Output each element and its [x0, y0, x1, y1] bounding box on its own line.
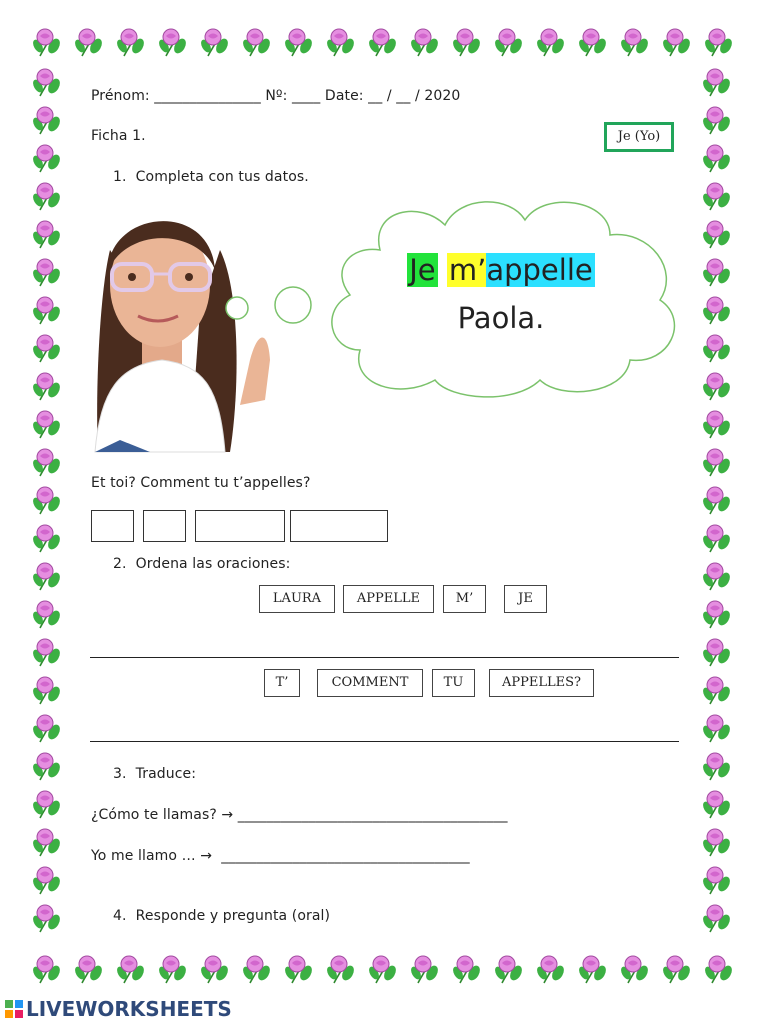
flower-icon — [701, 335, 732, 362]
flower-icon — [199, 956, 230, 983]
flower-icon — [701, 601, 732, 628]
word-tile[interactable]: JE — [504, 585, 547, 613]
flower-icon — [701, 905, 732, 932]
header-line: Prénom: _______________ Nº: ____ Date: __ / __ / 2020 — [91, 88, 461, 104]
question-3: 3. Traduce: — [113, 766, 197, 782]
word-tile[interactable]: M’ — [443, 585, 486, 613]
question-1: 1. Completa con tus datos. — [113, 169, 309, 185]
flower-icon — [409, 29, 440, 56]
word-tile[interactable]: COMMENT — [317, 669, 423, 697]
word-tile[interactable]: APPELLE — [343, 585, 434, 613]
flower-icon — [31, 525, 62, 552]
flower-icon — [703, 29, 734, 56]
flower-icon — [31, 221, 62, 248]
flower-icon — [31, 487, 62, 514]
flower-icon — [31, 791, 62, 818]
flower-icon — [31, 411, 62, 438]
bubble-text — [396, 246, 606, 342]
answer-line-1[interactable] — [90, 657, 679, 658]
flower-icon — [701, 563, 732, 590]
flower-icon — [31, 677, 62, 704]
answer-box-2[interactable] — [143, 510, 186, 542]
flower-icon — [157, 29, 188, 56]
flower-icon — [31, 829, 62, 856]
bubble-name: Paola. — [457, 301, 545, 335]
flower-icon — [115, 29, 146, 56]
flower-icon — [73, 956, 104, 983]
flower-icon — [701, 297, 732, 324]
bubble-word-je: Je — [409, 253, 436, 287]
flower-icon — [701, 107, 732, 134]
question-prompt: Et toi? Comment tu t’appelles? — [91, 475, 311, 491]
flower-icon — [31, 905, 62, 932]
flower-icon — [661, 956, 692, 983]
flower-icon — [619, 956, 650, 983]
flower-icon — [241, 956, 272, 983]
flower-icon — [701, 183, 732, 210]
flower-icon — [31, 867, 62, 894]
flower-icon — [701, 715, 732, 742]
flower-icon — [325, 29, 356, 56]
flower-icon — [367, 956, 398, 983]
answer-line-2[interactable] — [90, 741, 679, 742]
flower-icon — [283, 29, 314, 56]
flower-icon — [73, 29, 104, 56]
flower-icon — [577, 956, 608, 983]
word-tile[interactable]: LAURA — [259, 585, 335, 613]
flower-icon — [701, 753, 732, 780]
flower-icon — [493, 29, 524, 56]
flower-icon — [451, 956, 482, 983]
flower-icon — [703, 956, 734, 983]
flower-icon — [701, 829, 732, 856]
answer-box-4[interactable] — [290, 510, 388, 542]
word-tile[interactable]: T’ — [264, 669, 300, 697]
flower-icon — [241, 29, 272, 56]
flower-icon — [409, 956, 440, 983]
translate-line-1[interactable]: ¿Cómo te llamas? → ______________________________________ — [91, 807, 508, 823]
flower-icon — [701, 69, 732, 96]
flower-icon — [157, 956, 188, 983]
flower-icon — [31, 956, 62, 983]
je-badge: Je (Yo) — [604, 122, 674, 152]
flower-icon — [701, 525, 732, 552]
flower-icon — [31, 373, 62, 400]
flower-icon — [701, 677, 732, 704]
flower-icon — [325, 956, 356, 983]
flower-icon — [199, 29, 230, 56]
flower-icon — [701, 867, 732, 894]
word-tile[interactable]: TU — [432, 669, 475, 697]
flower-icon — [31, 29, 62, 56]
flower-icon — [701, 411, 732, 438]
flower-icon — [31, 563, 62, 590]
liveworksheets-logo — [4, 996, 232, 1022]
bubble-word-appelle: appelle — [486, 253, 593, 287]
flower-icon — [701, 487, 732, 514]
flower-icon — [701, 791, 732, 818]
sheet-title: Ficha 1. — [91, 128, 146, 144]
flower-icon — [31, 69, 62, 96]
translate-line-2[interactable]: Yo me llamo … → ___________________________________ — [91, 848, 470, 864]
flower-icon — [661, 29, 692, 56]
flower-icon — [31, 183, 62, 210]
flower-icon — [535, 29, 566, 56]
flower-icon — [367, 29, 398, 56]
flower-icon — [31, 335, 62, 362]
flower-icon — [701, 373, 732, 400]
flower-icon — [701, 145, 732, 172]
flower-icon — [283, 956, 314, 983]
question-4: 4. Responde y pregunta (oral) — [113, 908, 331, 924]
flower-icon — [701, 259, 732, 286]
flower-icon — [619, 29, 650, 56]
flower-icon — [31, 107, 62, 134]
flower-icon — [31, 449, 62, 476]
question-2: 2. Ordena las oraciones: — [113, 556, 291, 572]
flower-icon — [701, 639, 732, 666]
flower-icon — [493, 956, 524, 983]
flower-icon — [31, 259, 62, 286]
flower-icon — [31, 601, 62, 628]
flower-icon — [451, 29, 482, 56]
flower-icon — [31, 145, 62, 172]
flower-icon — [115, 956, 146, 983]
flower-icon — [31, 639, 62, 666]
flower-icon — [701, 221, 732, 248]
answer-box-3[interactable] — [195, 510, 285, 542]
bubble-word-m: m’ — [448, 253, 487, 287]
word-tile[interactable]: APPELLES? — [489, 669, 594, 697]
flower-icon — [577, 29, 608, 56]
flower-icon — [535, 956, 566, 983]
logo-text: LIVEWORKSHEETS — [26, 997, 232, 1021]
flower-icon — [701, 449, 732, 476]
flower-icon — [31, 715, 62, 742]
flower-icon — [31, 753, 62, 780]
answer-box-1[interactable] — [91, 510, 134, 542]
logo-icon — [4, 999, 24, 1019]
flower-icon — [31, 297, 62, 324]
